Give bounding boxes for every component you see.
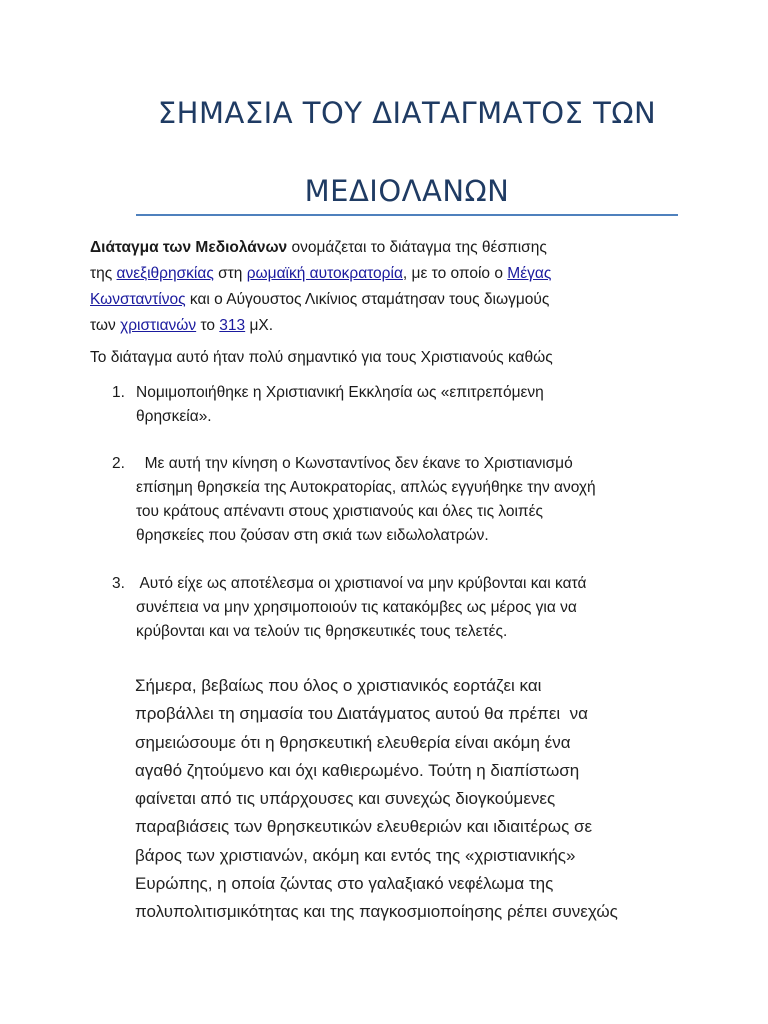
title-underline-rule [136,214,678,216]
list-number: 2. [112,455,125,472]
link-constantine-part-1[interactable]: Μέγας [507,265,552,282]
list-item-text: Αυτό είχε ως αποτέλεσμα οι χριστιανοί να μην κρύβονται και κατά συνέπεια να μην χρησιμοποιούν τις κατακόμβες ως μέρος για να κρύβονται και να τελούν τις θρησκευτικές τους τελετές. [136,575,587,640]
intro-bold-term: Διάταγμα των Μεδιολάνων [90,239,288,256]
page-title-line-2: ΜΕΔΙΟΛΑΝΩΝ [304,174,510,208]
intro-text: το [196,317,220,334]
link-year-313[interactable]: 313 [219,317,246,334]
list-item-text: Νομιμοποιήθηκε η Χριστιανική Εκκλησία ως «επιτρεπόμενη θρησκεία». [136,384,544,425]
intro-text: μΧ. [245,317,274,334]
list-number: 3. [112,575,125,592]
intro-text: της [90,265,117,282]
list-number: 1. [112,384,125,401]
list-item-text: Με αυτή την κίνηση ο Κωνσταντίνος δεν έκανε το Χριστιανισμό επίσημη θρησκεία της Αυτοκρατορίας, απλώς εγγυήθηκε την ανοχή του κράτους απέναντι στους χριστιανούς και όλες τις λοιπές θρησκείες που ζούσαν στη σκιά των ειδωλολατρών. [136,455,596,544]
lead-paragraph: Το διάταγμα αυτό ήταν πολύ σημαντικό για τους Χριστιανούς καθώς [90,349,553,366]
intro-text: , με το οποίο ο [402,265,508,282]
page-title-line-1: ΣΗΜΑΣΙΑ ΤΟΥ ΔΙΑΤΑΓΜΑΤΟΣ ΤΩΝ [157,96,657,130]
intro-paragraph [90,235,650,339]
link-roman-empire[interactable]: ρωμαϊκή αυτοκρατορία [246,265,403,282]
intro-text: ονομάζεται το διάταγμα της θέσπισης [287,239,547,256]
intro-text: και ο Αύγουστος Λικίνιος σταμάτησαν τους διωγμούς [185,291,550,308]
link-christians[interactable]: χριστιανών [120,317,197,334]
link-constantine-part-2[interactable]: Κωνσταντίνος [90,291,186,308]
list-item [112,452,672,548]
intro-text: των [90,317,121,334]
list-item [112,572,672,644]
list-item [112,381,672,429]
link-religious-freedom[interactable]: ανεξιθρησκίας [116,265,214,282]
closing-paragraph: Σήμερα, βεβαίως που όλος ο χριστιανικός εορτάζει και προβάλλει τη σημασία του Διατάγματος αυτού θα πρέπει να σημειώσουμε ότι η θρησκευτική ελευθερία είναι ακόμη ένα αγαθό ζητούμενο και όχι καθιερωμένο. Τούτη η διαπίστωση φαίνεται από τις υπάρχουσες και συνεχώς διογκούμενες παραβιάσεις των θρησκευτικών ελευθεριών και ιδιαιτέρως σε βάρος των χριστιανών, ακόμη και εντός της «χριστιανικής» Ευρώπης, η οποία ζώντας στο γαλαξιακό νεφέλωμα της πολυπολιτισμικότητας και της παγκοσμιοποίησης ρέπει συνεχώς [135,676,618,922]
intro-text: στη [213,265,247,282]
